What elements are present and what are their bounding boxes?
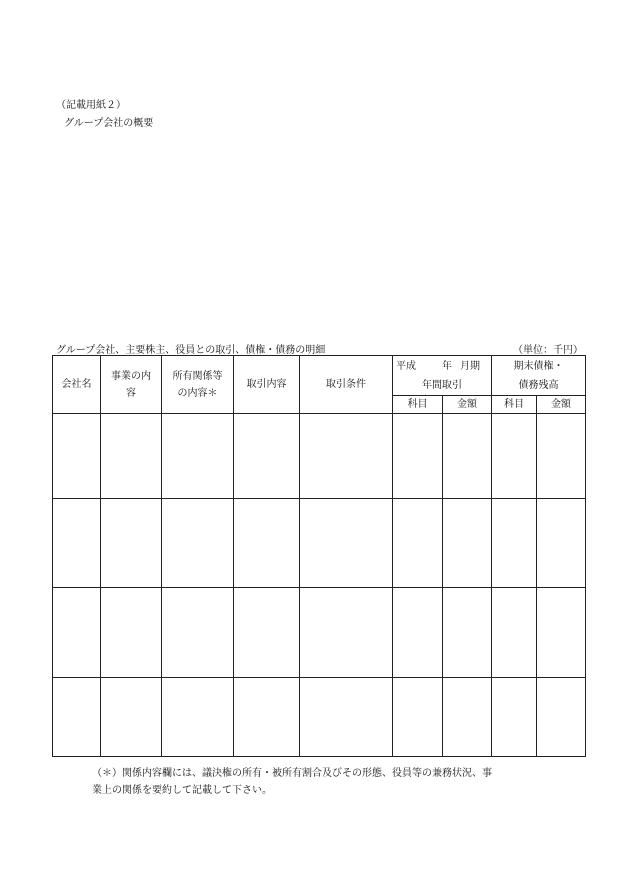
table-title: グループ会社、主要株主、役員との取引、債権・債務の明細 (56, 345, 326, 356)
header-balance-1: 期末債権・ (492, 356, 586, 377)
header-transaction: 取引内容 (234, 356, 300, 414)
section-title: グループ会社の概要 (64, 118, 154, 129)
header-period: 平成 年 月期 (393, 356, 492, 377)
header-business: 事業の内 容 (101, 356, 162, 414)
table-row (53, 588, 586, 678)
header-trade-amount: 金額 (443, 396, 492, 414)
header-conditions: 取引条件 (300, 356, 393, 414)
form-label: （記載用紙２） (56, 100, 126, 111)
footnote-line-2: 業上の関係を要約して記載して下さい。 (92, 785, 272, 796)
header-company: 会社名 (53, 356, 101, 414)
header-balance-amount: 金額 (537, 396, 586, 414)
header-balance-2: 債務残高 (492, 376, 586, 396)
unit-label: （単位：千円） (513, 345, 583, 356)
transactions-table (52, 355, 586, 757)
header-ownership: 所有関係等 の内容＊ (162, 356, 234, 414)
header-trade-item: 科目 (393, 396, 443, 414)
table-row (53, 499, 586, 588)
table-row (53, 678, 586, 757)
header-balance-item: 科目 (492, 396, 537, 414)
table-row (53, 414, 586, 499)
footnote-line-1: （＊）関係内容欄には、議決権の所有・被所有割合及びその形態、役員等の兼務状況、事 (92, 768, 492, 779)
header-annual-trade: 年間取引 (393, 376, 492, 396)
